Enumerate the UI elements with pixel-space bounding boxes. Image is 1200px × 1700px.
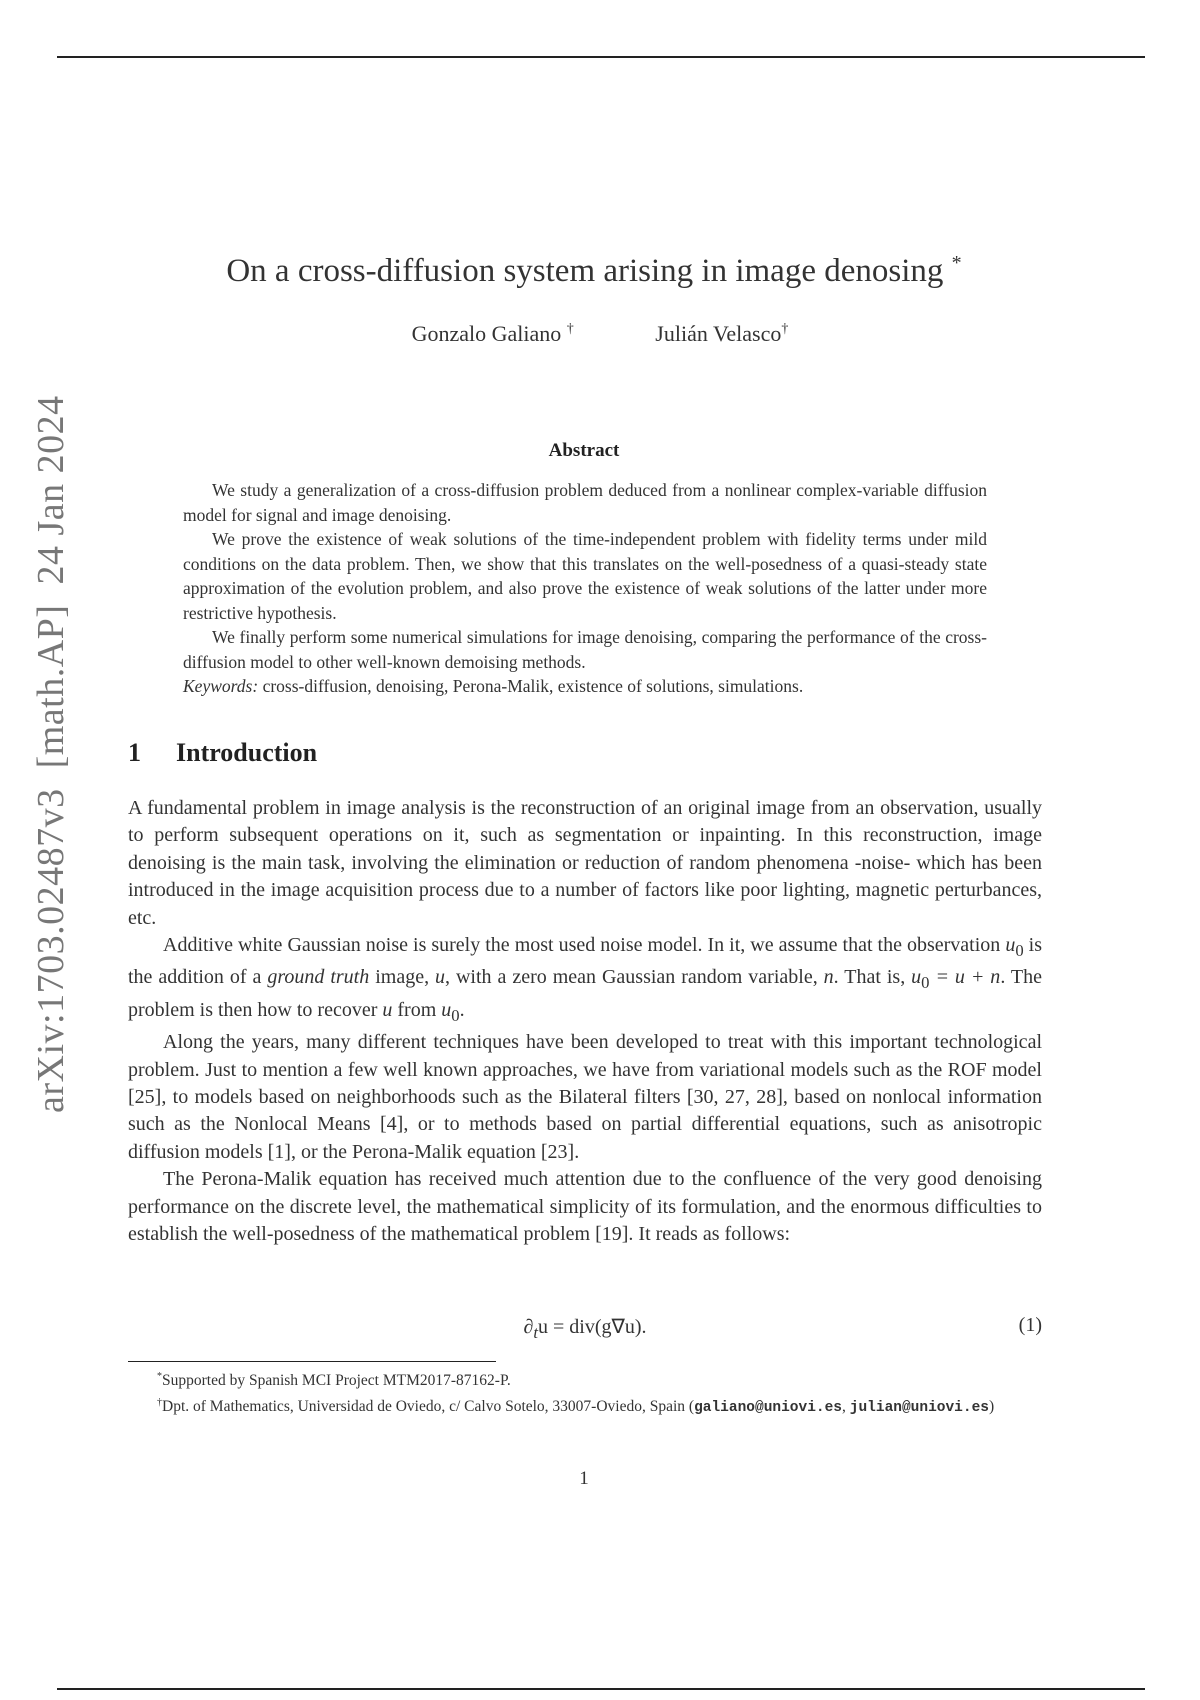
math-u — [1005, 934, 1015, 956]
equation-number: (1) — [1018, 1314, 1042, 1336]
keywords-list: cross-diffusion, denoising, Perona-Malik, existence of solutions, simulations. — [262, 676, 804, 696]
math-var: u — [382, 998, 393, 1021]
text-run: , with a zero mean Gaussian random variable, — [445, 966, 824, 989]
introduction-body — [128, 795, 1042, 1249]
abstract-paragraph: We study a generalization of a cross-diffusion problem deduced from a nonlinear complex-variable diffusion model for signal and image denoising. — [183, 480, 987, 525]
footnote-mark: * — [157, 1371, 162, 1382]
footnote-mark: † — [157, 1397, 162, 1409]
footnote-text: Supported by Spanish MCI Project MTM2017-87162-P. — [162, 1372, 511, 1390]
email-julian[interactable]: julian@uniovi.es — [849, 1400, 989, 1417]
math-subscript: 0 — [921, 973, 930, 993]
body-paragraph — [128, 932, 1042, 1029]
math-var: u — [435, 966, 446, 989]
equation-1 — [128, 1314, 1042, 1342]
author-list — [0, 321, 1200, 347]
keywords-line — [183, 674, 987, 699]
math-subscript: 0 — [451, 1005, 460, 1025]
author-velasco — [655, 321, 788, 347]
title-footnote-mark: * — [951, 252, 962, 274]
bottom-rule — [57, 1688, 1145, 1690]
equation-rest: u = div(g∇u). — [537, 1316, 647, 1338]
paper-title — [0, 252, 1188, 290]
separator: , — [842, 1398, 850, 1416]
footnote-1 — [128, 1366, 1042, 1392]
author-footnote-mark: † — [566, 321, 574, 337]
footnote-rule — [128, 1361, 496, 1362]
emphasis-ground-truth: ground truth — [267, 966, 370, 989]
text-run: . That is, — [833, 966, 912, 989]
author-galiano — [412, 321, 574, 347]
body-paragraph: The Perona-Malik equation has received much attention due to the confluence of the very good denoising performance on the discrete level, the mathematical simplicity of its formulation, and the enormous difficulties to establish the well-posedness of the mathematical problem [19]. It reads as follows: — [128, 1168, 1042, 1246]
partial-symbol: ∂ — [523, 1316, 534, 1338]
equation-body — [128, 1314, 1042, 1343]
section-heading — [128, 738, 317, 768]
author-name: Julián Velasco — [655, 321, 782, 346]
body-paragraph: Along the years, many different techniques have been developed to treat with this important technological problem. Just to mention a few well known approaches, we have from variational models such as the ROF model [25], to models based on neighborhoods such as the Bilateral filters [30, 27, 28], based on nonlocal information such as the Nonlocal Means [4], or to methods based on partial differential equations, such as anisotropic diffusion models [1], or the Perona-Malik equation [23]. — [128, 1031, 1042, 1163]
closing-paren: ) — [989, 1398, 995, 1416]
email-galiano[interactable]: galiano@uniovi.es — [694, 1400, 843, 1417]
math-var: u — [911, 966, 922, 989]
section-title: Introduction — [176, 738, 318, 767]
text-run: . The problem is then how to recover — [128, 966, 1043, 1021]
text-run: is the addition of a — [128, 934, 1042, 989]
math-subscript: t — [533, 1323, 538, 1342]
math-expression: = u + n — [929, 966, 1001, 989]
keywords-label: Keywords: — [183, 676, 259, 696]
abstract-heading: Abstract — [548, 440, 620, 461]
author-name: Gonzalo Galiano — [411, 321, 562, 346]
footnote-text: Dpt. of Mathematics, Universidad de Oviedo, c/ Calvo Sotelo, 33007-Oviedo, Spain ( — [162, 1398, 695, 1416]
math-subscript: 0 — [1015, 941, 1024, 961]
body-paragraph: A fundamental problem in image analysis is the reconstruction of an original image from an observation, usually to perform subsequent operations on it, such as segmentation or inpainting. In this reconstruction, image denoising is the main task, involving the elimination or reduction of random phenomena -noise- which has been introduced in the image acquisition process due to a number of factors like poor lighting, magnetic perturbances, etc. — [128, 797, 1042, 929]
footnote-2 — [128, 1392, 1042, 1419]
math-var: u — [441, 998, 452, 1021]
abstract-body — [183, 478, 987, 699]
text-run: Additive white Gaussian noise is surely the most used noise model. In it, we assume that the observation — [163, 934, 1006, 957]
text-run: from — [392, 998, 442, 1021]
section-number: 1 — [128, 738, 141, 767]
text-run: image, — [369, 966, 436, 989]
top-rule — [57, 56, 1145, 58]
page-number: 1 — [579, 1468, 589, 1489]
arxiv-stamp: arXiv:1703.02487v3 [math.AP] 24 Jan 2024 — [30, 395, 72, 1113]
footnotes — [128, 1366, 1042, 1419]
author-footnote-mark: † — [781, 321, 789, 337]
abstract-paragraph: We finally perform some numerical simulations for image denoising, comparing the performance of the cross-diffusion model to other well-known demoising methods. — [183, 627, 987, 672]
text-run: . — [459, 998, 465, 1021]
math-var: u — [1005, 934, 1016, 957]
math-var: n — [823, 966, 834, 989]
abstract-paragraph: We prove the existence of weak solutions of the time-independent problem with fidelity terms under mild conditions on the data problem. Then, we show that this translates on the well-posedness of a quasi-steady state approximation of the evolution problem, and also prove the existence of weak solutions of the latter under more restrictive hypothesis. — [183, 529, 987, 623]
title-text: On a cross-diffusion system arising in image denosing — [226, 253, 944, 289]
